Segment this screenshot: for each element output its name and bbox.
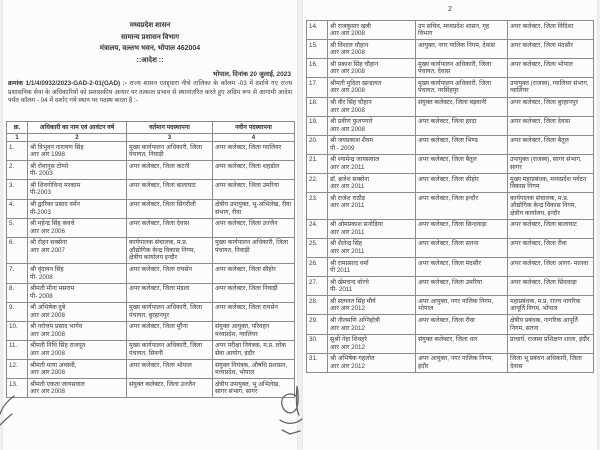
table-row: [307, 238, 594, 257]
colnum-2: 2: [28, 133, 127, 142]
document-page-1: [3, 0, 297, 450]
officer-name: श्रीमती एकता जायसवाल: [30, 380, 85, 388]
officer-batch: आर आर 1998: [30, 151, 65, 159]
table-row: [307, 40, 594, 59]
officer-name: श्रीमती माया अवस्थी,: [30, 361, 77, 369]
row-serial: 23.: [307, 193, 328, 220]
table-row: [307, 277, 594, 296]
officer-name: श्री शैलेन्द्र सिंह: [330, 240, 363, 248]
current-posting: अपर कलेक्टर, जिला मुरैना: [127, 321, 213, 340]
current-posting: कार्यपालक संचालक, म.प्र. औद्योगिक केन्द्र विकास निगम, क्षेत्रीय कार्यालय इन्दौर: [127, 237, 213, 264]
new-posting: उपायुक्त (राजस्व), ग्वालियर संभाग, ग्वालियर: [508, 78, 594, 97]
officer-name: श्री श्यामेन्द्र जायसवाल: [330, 156, 380, 164]
officer-cell: [28, 218, 127, 237]
officer-batch: आर आर 2008: [330, 125, 365, 133]
letterhead: [3, 20, 297, 66]
row-serial: 26.: [307, 258, 328, 277]
officer-batch: आर आर 2008: [30, 350, 65, 357]
officer-batch: आर आर 2008: [30, 388, 65, 396]
new-posting: जिला भू प्रबंधन अधिकारी, जिला देवास: [508, 353, 594, 372]
officer-batch: आर आर 2011: [330, 248, 365, 255]
new-posting: मुख्य महाप्रबंधक, मध्यप्रदेश पर्यटन विकास निगम: [508, 174, 594, 193]
row-serial: 25.: [307, 238, 328, 257]
new-posting: अपर कलेक्टर, जिला बुरहानपुर: [508, 97, 594, 116]
new-posting: अपर कलेक्टर, जिला छिंदवाड़ा: [508, 277, 594, 296]
new-posting: अपर कलेक्टर, जिला भोपाल: [508, 59, 594, 78]
new-posting: अपर कलेक्टर, जिला उज्जैन: [213, 218, 295, 237]
table-row: [307, 78, 594, 97]
table-row: [307, 334, 594, 353]
officer-batch: आर आर 2011: [330, 202, 365, 210]
table-row: [7, 302, 295, 321]
current-posting: अपर कलेक्टर, जिला कटनी: [127, 161, 213, 180]
row-serial: 15.: [307, 40, 328, 59]
row-serial: 14.: [307, 21, 328, 40]
officer-cell: [328, 219, 416, 238]
officer-name: श्री अभिषेक गहलोत: [330, 355, 375, 363]
header-officer-name: अधिकारी का नाम एवं आवंटन वर्ष: [28, 122, 127, 134]
department-name: सामान्य प्रशासन विभाग: [120, 33, 180, 41]
current-posting: मुख्य कार्यपालन अधिकारी, जिला पंचायत, नरसिंहपुर: [416, 78, 508, 97]
new-posting: अपर कलेक्टर, जिला आगर- मालवा: [508, 258, 594, 277]
officer-cell: [28, 142, 127, 161]
officer-name: श्री रोहन सक्सेना: [30, 239, 68, 247]
officer-batch: आर आर 2008: [330, 49, 365, 57]
govt-name: मध्यप्रदेश शासन: [129, 22, 171, 29]
officer-cell: [28, 379, 127, 398]
new-posting: अपर कलेक्टर, जिला बालाघाट: [508, 219, 594, 238]
table-row: [307, 219, 594, 238]
current-posting: उप सचिव, मध्यप्रदेश शासन, गृह विभाग: [416, 21, 508, 40]
current-posting: अपर आयुक्त, नगर पालिक निगम, इंदौर: [416, 353, 508, 372]
officer-batch: आर आर 2008: [330, 30, 365, 38]
officer-name: श्री जयप्रकाश शैवम: [330, 137, 374, 145]
colnum-3: 3: [127, 133, 213, 142]
new-posting: अपर कलेक्टर, जिला देवास: [508, 116, 594, 135]
current-posting: आयुक्त, नगर पालिक निगम, देवास: [416, 40, 508, 59]
table-row: [7, 161, 295, 180]
table-row: [7, 142, 295, 161]
officer-batch: आर आर 2008: [30, 311, 65, 319]
header-current-posting: वर्तमान पदस्थापना: [127, 122, 213, 134]
table-row: [307, 353, 594, 372]
row-serial: 20.: [307, 135, 328, 154]
current-posting: अपर कलेक्टर, जिला उमरिया: [416, 277, 508, 296]
table-row: [307, 296, 594, 315]
officer-name: श्री महेन्द्र सिंह कवचे: [30, 220, 75, 228]
officer-name: श्रीमती मुदिता खन्डायत: [330, 79, 382, 87]
new-posting: अपर कलेक्टर, जिला रीवा: [508, 238, 594, 257]
officer-cell: [328, 277, 416, 296]
office-address: मंत्रालय, वल्लभ भवन, भोपाल 462004: [99, 45, 201, 53]
new-posting: अपर कलेक्टर, जिला ग्वालियर: [213, 142, 295, 161]
officer-batch: पी- 2008: [30, 273, 53, 281]
officer-batch: आर आर 2008: [30, 369, 65, 377]
row-serial: 10.: [7, 321, 28, 340]
current-posting: अपर कलेक्टर, जिला सीहोर: [416, 174, 508, 193]
officer-cell: [328, 135, 416, 154]
new-posting: क्षेत्रीय उपायुक्त, भू अभिलेख, सागर संभाग, सागर: [213, 379, 295, 398]
current-posting: अपर कलेक्टर, जिला मंदसौर: [416, 258, 508, 277]
new-posting: महाप्रबंधक, म.प्र. राज्य नागरिक आपूर्ति निगम, भोपाल: [508, 296, 594, 315]
officer-name: श्रीमती मीना मसराम: [30, 285, 75, 293]
officer-cell: [328, 315, 416, 334]
table-row: [307, 97, 594, 116]
table-body-page1: [7, 142, 295, 398]
officer-cell: [28, 161, 127, 180]
order-title: ::आदेश ::: [136, 56, 164, 64]
officer-name: श्री रोमानुस टोप्पो: [30, 162, 69, 170]
new-posting: कार्यपालक संचालक, म.प्र. औद्योगिक केन्द्र विकास निगम, क्षेत्रीय कार्यालय, इन्दौर: [508, 193, 594, 220]
table-row: [7, 180, 295, 199]
new-posting: अपर कलेक्टर, जिला विदिशा: [508, 21, 594, 40]
new-posting: क्षेत्रीय प्रबंधक, नागरिक आपूर्ति निगम, सतना: [508, 315, 594, 334]
new-posting: क्षेत्रीय उपायुक्त, भू-अभिलेख, रीवा संभाग, रीवा: [213, 199, 295, 218]
row-serial: 4.: [7, 199, 28, 218]
new-posting: अपर कलेक्टर, जिला मंदसौर: [508, 40, 594, 59]
officer-cell: [328, 258, 416, 277]
row-serial: 11.: [7, 340, 28, 359]
new-posting: अपर कलेक्टर, जिला निवाड़ी: [213, 283, 295, 302]
header-serial: क्र.: [7, 122, 28, 134]
table-row: [7, 360, 295, 379]
officer-batch: आर आर 2007: [30, 246, 65, 254]
current-posting: अपर कलेक्टर, जिला सतना: [416, 238, 508, 257]
officer-batch: पी 2011: [330, 267, 351, 275]
new-posting: अपर कलेक्टर, जिला शहडोल: [213, 161, 295, 180]
current-posting: मुख्य कार्यपालन अधिकारी, जिला पंचायत, देवास: [416, 59, 508, 78]
row-serial: 21.: [307, 154, 328, 173]
officer-name: श्री रामप्रसाद वर्मा: [330, 259, 369, 267]
current-posting: अपर कलेक्टर, जिला मंडला: [127, 283, 213, 302]
current-posting: मुख्य कार्यपालन अधिकारी, जिला पंचायत, निवाड़ी: [127, 142, 213, 161]
officer-batch: आर आर 2011: [330, 183, 365, 191]
table-row: [7, 237, 295, 264]
new-posting: अपर कलेक्टर, जिला उमरिया: [213, 180, 295, 199]
row-serial: 7.: [7, 264, 28, 283]
row-serial: 1.: [7, 142, 28, 161]
row-serial: 5.: [7, 218, 28, 237]
header-new-posting: नवीन पदस्थापना: [213, 122, 295, 134]
column-number-row: [7, 133, 295, 142]
transfer-table-page2: [306, 20, 594, 373]
current-posting: संयुक्त कलेक्टर, जिला बड़वानी: [416, 97, 508, 116]
table-row: [7, 321, 295, 340]
current-posting: अपर कलेक्टर, जिला रायसेन: [127, 264, 213, 283]
table-row: [7, 264, 295, 283]
officer-batch: पी-2003: [30, 189, 51, 197]
current-posting: संयुक्त कलेक्टर, जिला उज्जैन: [127, 379, 213, 398]
officer-batch: आर आर 2012: [330, 362, 365, 370]
table-row: [7, 340, 295, 359]
current-posting: अपर कलेक्टर, जिला सिंगरौली: [127, 199, 213, 218]
officer-cell: [328, 59, 416, 78]
table-row: [307, 174, 594, 193]
row-serial: 18.: [307, 97, 328, 116]
current-posting: अपर कलेक्टर, जिला रीवा: [416, 315, 508, 334]
officer-name: श्री नरोत्तम प्रसाद भार्गव: [30, 323, 83, 331]
row-serial: 27.: [307, 277, 328, 296]
officer-batch: आर आर 2012: [330, 324, 365, 332]
new-posting: संयुक्त नियंत्रक, औषधि प्रशासन, मध्यप्रदेश, भोपाल: [213, 360, 295, 379]
new-posting: संयुक्त आयुक्त, परिवहन मध्यप्रदेश, ग्वालियर: [213, 321, 295, 340]
officer-cell: [28, 237, 127, 264]
officer-batch: आर आर 2008: [330, 106, 365, 114]
officer-name: श्री ओमप्रकाश सनोड़िया: [330, 221, 383, 229]
officer-batch: आर आर 2008: [330, 68, 365, 76]
current-posting: अपर आयुक्त, नगर पालिक निगम, भोपाल: [416, 296, 508, 315]
officer-name: सुश्री नेहा शिवहरे: [330, 336, 367, 344]
officer-cell: [328, 296, 416, 315]
row-serial: 12.: [7, 360, 28, 379]
table-row: [307, 21, 594, 40]
new-posting: अपर कलेक्टर, जिला बैतूल: [508, 135, 594, 154]
row-serial: 22.: [307, 174, 328, 193]
new-posting: मुख्य कार्यपालन अधिकारी, जिला पंचायत, निवाड़ी: [213, 237, 295, 264]
row-serial: 17.: [307, 78, 328, 97]
table-row: [7, 283, 295, 302]
officer-batch: आर आर 2011: [330, 228, 365, 236]
new-posting: अपर कलेक्टर, जिला रायसेन: [213, 302, 295, 321]
officer-cell: [328, 334, 416, 353]
row-serial: 16.: [307, 59, 328, 78]
officer-name: श्री नीलमणि अग्निहोत्री: [330, 316, 380, 324]
officer-cell: [28, 199, 127, 218]
current-posting: अपर कलेक्टर, जिला भोपाल: [127, 360, 213, 379]
current-posting: अपर कलेक्टर, जिला इन्दौर: [416, 193, 508, 220]
document-page-2: [303, 0, 597, 450]
colnum-4: 4: [213, 133, 295, 142]
row-serial: 31.: [307, 353, 328, 372]
table-row: [307, 135, 594, 154]
row-serial: 19.: [307, 116, 328, 135]
new-posting: प्राचार्य, राजस्व प्रशिक्षण शाला, इंदौर: [508, 334, 594, 353]
officer-name: श्री विशाल चौहान: [330, 41, 369, 49]
row-serial: 3.: [7, 180, 28, 199]
page-number: 2: [448, 6, 452, 13]
row-serial: 8.: [7, 283, 28, 302]
officer-cell: [28, 264, 127, 283]
officer-name: श्री वीर सिंह चौहान: [330, 99, 372, 106]
officer-batch: आर आर 2006: [30, 227, 65, 235]
officer-cell: [328, 40, 416, 59]
officer-batch: आर आर 2011: [330, 163, 365, 171]
current-posting: अपर कलेक्टर, जिला छिन्दवाड़ा: [416, 219, 508, 238]
current-posting: मुख्य कार्यपालन अधिकारी, जिला पंचायत, सिवनी: [127, 340, 213, 359]
officer-cell: [28, 302, 127, 321]
officer-cell: [328, 116, 416, 135]
officer-cell: [28, 180, 127, 199]
table-header-row: [7, 122, 295, 134]
current-posting: अपर कलेक्टर, जिला भिण्ड: [416, 135, 508, 154]
row-serial: 29.: [307, 315, 328, 334]
officer-batch: आर आर 2008: [30, 330, 65, 338]
officer-batch: आर आर 2012: [330, 305, 365, 313]
officer-name: श्री राजेश राठौड़: [330, 194, 365, 202]
officer-cell: [328, 154, 416, 173]
order-number: क्रमांक 1/1/4/0932/2023-GAD-2-01(GAD) :-: [8, 80, 127, 87]
transfer-table-page1: [6, 121, 295, 398]
row-serial: 2.: [7, 161, 28, 180]
table-row: [307, 258, 594, 277]
officer-name: डॉ. ब्रजेश सक्सेना: [330, 175, 370, 183]
current-posting: अपर कलेक्टर, जिला हरदा: [416, 116, 508, 135]
current-posting: मुख्य कार्यपालन अधिकारी, जिला पंचायत, बुरहानपुर: [127, 302, 213, 321]
table-row: [7, 379, 295, 398]
row-serial: 13.: [7, 379, 28, 398]
row-serial: 30.: [307, 334, 328, 353]
order-paragraph: [8, 80, 292, 106]
new-posting: अपर कलेक्टर, जिला सीहोर: [213, 264, 295, 283]
new-posting: उपायुक्त (राजस्व), सागर संभाग, सागर: [508, 154, 594, 173]
officer-name: श्री शिवगोविन्द मरकाम: [30, 181, 81, 189]
officer-cell: [328, 21, 416, 40]
table-row: [7, 199, 295, 218]
current-posting: अपर कलेक्टर, जिला बालाघाट: [127, 180, 213, 199]
new-posting: अपर परीक्षा नियंत्रक, म.प्र. लोक सेवा आयोग, इंदौर: [213, 340, 295, 359]
officer-cell: [328, 78, 416, 97]
table-row: [307, 116, 594, 135]
officer-cell: [328, 353, 416, 372]
table-row: [307, 193, 594, 220]
officer-batch: पी- 2008: [30, 292, 53, 300]
officer-batch: पी-2003: [30, 208, 51, 216]
table-row: [307, 59, 594, 78]
row-serial: 28.: [307, 296, 328, 315]
officer-cell: [328, 174, 416, 193]
officer-name: श्री त्रिभुवन नारायण सिंह: [30, 143, 84, 151]
officer-batch: आर आर 2012: [330, 343, 365, 351]
officer-cell: [328, 238, 416, 257]
officer-cell: [28, 340, 127, 359]
table-row: [7, 218, 295, 237]
officer-name: श्री राजकुमार खत्री: [330, 22, 371, 30]
table-row: [307, 315, 594, 334]
officer-cell: [28, 360, 127, 379]
officer-name: श्री प्रकाश सिंह चौहान: [330, 60, 379, 68]
officer-name: श्री प्रवीण फुलपगारे: [330, 118, 373, 126]
officer-name: श्री अभिषेक दुबे: [30, 304, 66, 312]
current-posting: अपर कलेक्टर, जिला बैतूल: [416, 154, 508, 173]
officer-name: श्री खेमचन्द बोरचे: [330, 278, 369, 286]
officer-name: श्री सत्यवत सिंह मौर्य: [330, 297, 376, 305]
officer-name: श्री द्वारिका प्रसाद वर्मन: [30, 201, 80, 208]
officer-cell: [328, 97, 416, 116]
officer-cell: [328, 193, 416, 220]
officer-batch: पी - 2009: [330, 144, 355, 152]
order-body-text: राज्य शासन एतद्द्वारा नीचे तालिका के कॉलम -03 में दर्शाये गए राज्य प्रशासनिक सेवा के अधिकारियों को प्रशासकीय आधार पर तत्काल प्रभाव से स्थानांतरित करते हुए अग्रिम रूप से आगामी आदेश पर्यंत कॉलम - 04 में दर्शाए गये स्थान पर पदस्थ करता है :-: [8, 80, 293, 104]
officer-batch: पी- 2011: [330, 286, 353, 294]
officer-cell: [28, 283, 127, 302]
table-body-page2: [307, 21, 594, 373]
row-serial: 9.: [7, 302, 28, 321]
officer-name: श्रीमती निधि सिंह राजपूत: [30, 342, 86, 350]
colnum-1: 1: [7, 133, 28, 142]
row-serial: 24.: [307, 219, 328, 238]
officer-batch: पी- 2003: [30, 170, 53, 178]
current-posting: संयुक्त कलेक्टर, जिला धार: [416, 334, 508, 353]
table-row: [307, 154, 594, 173]
officer-cell: [28, 321, 127, 340]
dateline: भोपाल, दिनांक 20 जुलाई, 2023: [212, 71, 291, 78]
current-posting: अपर कलेक्टर, जिला देवास: [127, 218, 213, 237]
officer-batch: आर आर 2008: [330, 87, 365, 95]
officer-name: श्री वृंदावन सिंह: [30, 265, 64, 273]
row-serial: 6.: [7, 237, 28, 264]
